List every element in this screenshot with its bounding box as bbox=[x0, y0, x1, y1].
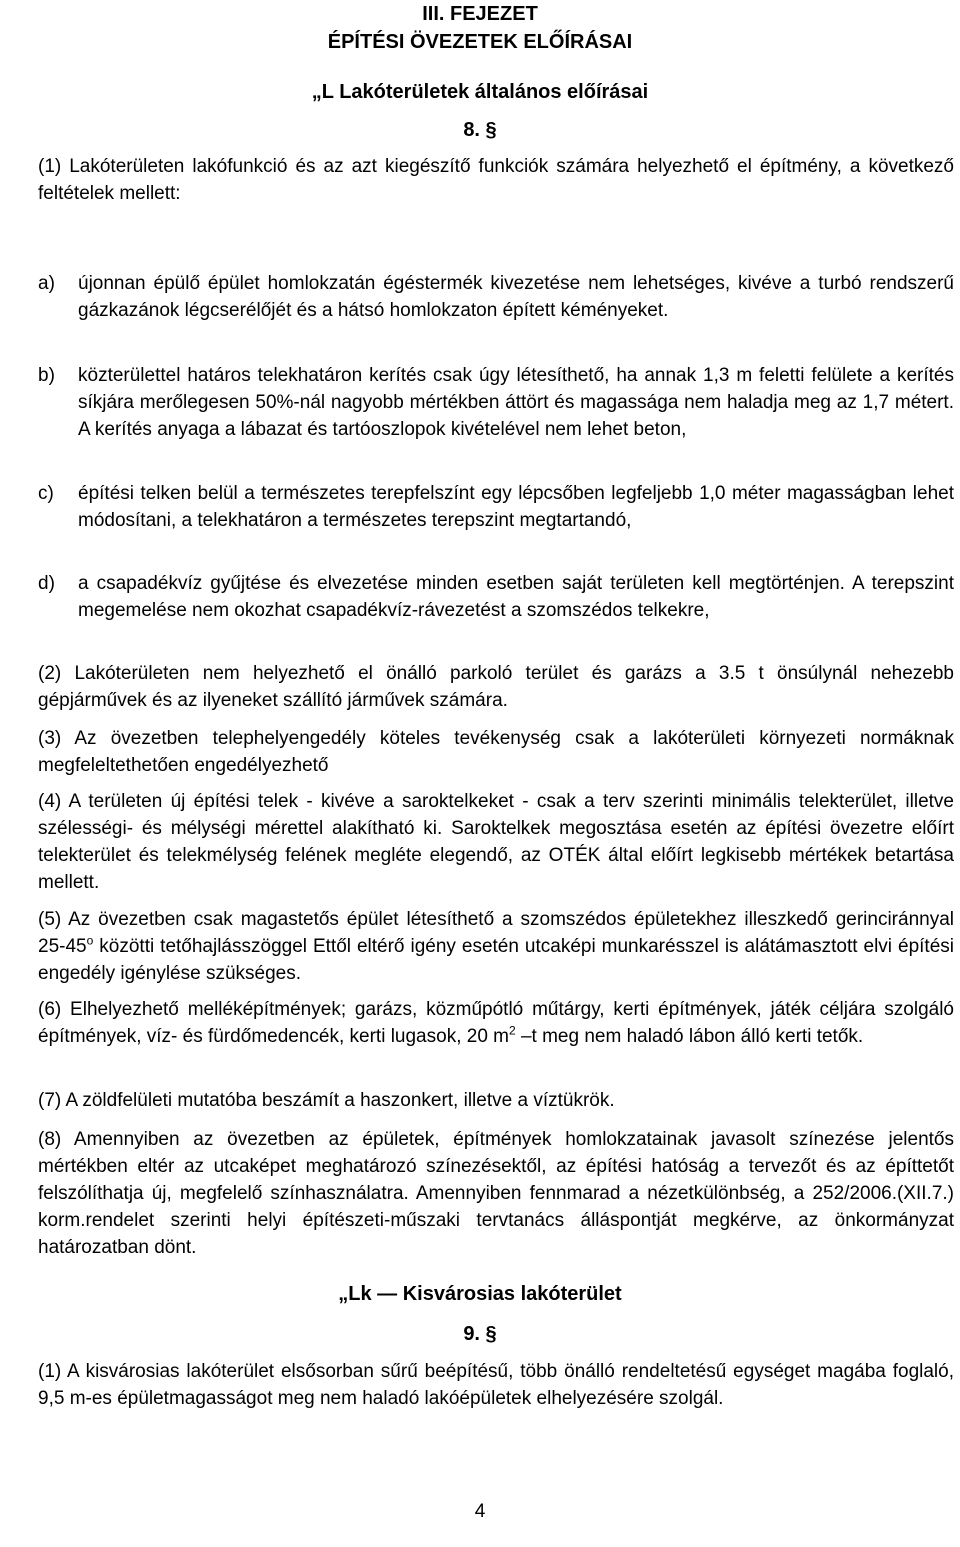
chapter-title: III. FEJEZET bbox=[422, 3, 538, 25]
subitem-a-text: újonnan épülő épület homlokzatán égéstermék kivezetése nem lehetséges, kivéve a turbó rendszerű gázkazánok légcserélőjét és a hátsó homlokzaton épített kéményeket. bbox=[78, 273, 954, 321]
subitem-b-marker: b) bbox=[38, 365, 55, 386]
subitem-d-marker: d) bbox=[38, 573, 55, 594]
square-superscript: 2 bbox=[509, 1023, 516, 1038]
paragraph-5-text-before: (5) Az övezetben csak magastetős épület létesíthető a szomszédos épületekhez illeszkedő gerinciránnyal 25-45 bbox=[38, 909, 954, 957]
section-8-number: 8. § bbox=[463, 119, 497, 141]
section-lk-heading: „Lk — Kisvárosias lakóterület bbox=[338, 1283, 622, 1305]
paragraph-6-text-before: (6) Elhelyezhető melléképítmények; garázs, közműpótló műtárgy, kerti építmények, játék céljára szolgáló építmények, víz- és fürdőmedencék, kerti lugasok, 20 m bbox=[38, 999, 954, 1047]
page-number: 4 bbox=[474, 1501, 486, 1522]
degree-superscript: o bbox=[86, 933, 94, 948]
paragraph-2: (2) Lakóterületen nem helyezhető el önálló parkoló terület és garázs a 3.5 t önsúlynál nehezebb gépjárművek és az ilyeneket szállító járművek számára. bbox=[38, 663, 954, 711]
paragraph-lk-1: (1) A kisvárosias lakóterület elsősorban sűrű beépítésű, több önálló rendeltetésű egységet magába foglaló, 9,5 m-es épületmagasságot meg nem haladó lakóépületek elhelyezésére szolgál. bbox=[38, 1361, 954, 1409]
subitem-c-text: építési telken belül a természetes terepfelszínt egy lépcsőben legfeljebb 1,0 méter magasságban lehet módosítani, a telekhatáron a természetes terepszint megtartandó, bbox=[78, 483, 954, 531]
subitem-c-marker: c) bbox=[38, 483, 54, 504]
subitem-d-text: a csapadékvíz gyűjtése és elvezetése minden esetben saját területen kell megtörténjen. A terepszint megemelése nem okozhat csapadékvíz-rávezetést a szomszédos telkekre, bbox=[78, 573, 954, 621]
paragraph-7: (7) A zöldfelületi mutatóba beszámít a haszonkert, illetve a víztükrök. bbox=[38, 1090, 615, 1111]
chapter-subtitle: ÉPÍTÉSI ÖVEZETEK ELŐÍRÁSAI bbox=[327, 31, 633, 53]
paragraph-5-text-after: közötti tetőhajlásszöggel Ettől eltérő igény esetén utcaképi munkarésszel is alátámasztott elvi építési engedély igénylése szükséges. bbox=[38, 936, 954, 984]
paragraph-3: (3) Az övezetben telephelyengedély köteles tevékenység csak a lakóterületi környezeti normáknak megfeleltethetően engedélyezhető bbox=[38, 728, 954, 776]
paragraph-8: (8) Amennyiben az övezetben az épületek, építmények homlokzatainak javasolt színezése jelentős mértékben eltér az utcaképet meghatározó színezésektől, az építési hatóság a tervezőt és az építtetőt felszólíthatja új, megfelelő színhasználatra. Amennyiben fennmarad a nézetkülönbség, a 252/2006.(XII.7.) korm.rendelet szerinti helyi építészeti-műszaki tervtanács álláspontját megkérve, az önkormányzat határozatban dönt. bbox=[38, 1129, 954, 1258]
subitem-b-text: közterülettel határos telekhatáron kerítés csak úgy létesíthető, ha annak 1,3 m feletti felülete a kerítés síkjára merőlegesen 50%-nál nagyobb mértékben áttört és magassága nem haladja meg az 1,7 métert. A kerítés anyaga a lábazat és tartóoszlopok kivételével nem lehet beton, bbox=[78, 365, 954, 440]
paragraph-5 bbox=[38, 906, 954, 987]
section-9-number: 9. § bbox=[463, 1323, 497, 1345]
paragraph-6-text-after: –t meg nem haladó lábon álló kerti tetők. bbox=[515, 1026, 864, 1047]
paragraph-6 bbox=[38, 996, 954, 1050]
subitem-a-marker: a) bbox=[38, 273, 55, 294]
paragraph-1-intro: (1) Lakóterületen lakófunkció és az azt kiegészítő funkciók számára helyezhető el építmény, a következő feltételek mellett: bbox=[38, 156, 954, 204]
section-l-heading: „L Lakóterületek általános előírásai bbox=[311, 81, 649, 103]
paragraph-4: (4) A területen új építési telek - kivéve a saroktelkeket - csak a terv szerinti minimális telekterület, illetve szélességi- és mélységi mérettel alakítható ki. Saroktelkek megosztása esetén az építési övezetre előírt telekterület és telekmélység felének megléte elegendő, az OTÉK által előírt legkisebb mértékek betartása mellett. bbox=[38, 791, 954, 893]
